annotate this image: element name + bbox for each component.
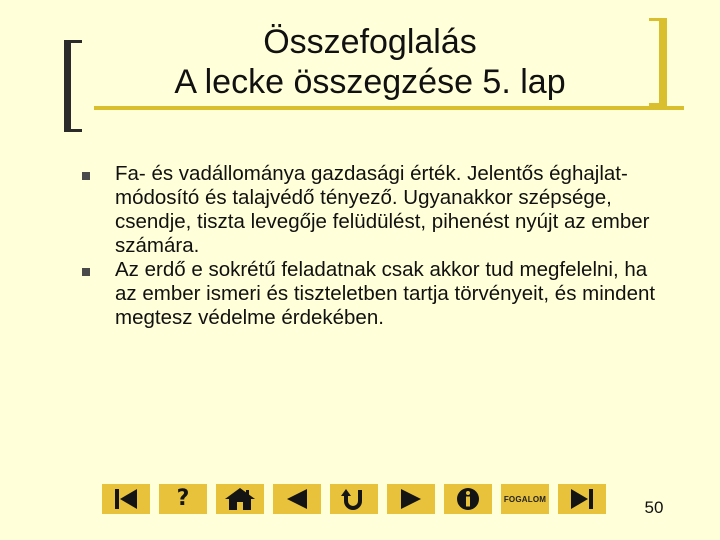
title-bracket-left xyxy=(64,40,71,132)
info-button[interactable] xyxy=(444,484,492,514)
bullet-text: Az erdő e sokrétű feladatnak csak akkor tud megfelelni, ha az ember ismeri és tiszteletben tartja törvényeit, és mindent megtesz védelme érdekében. xyxy=(115,258,656,329)
bullet-square-icon xyxy=(82,268,90,276)
first-page-icon xyxy=(111,488,141,510)
next-button[interactable] xyxy=(387,484,435,514)
navigation-bar xyxy=(102,484,607,514)
title-bracket-right-top xyxy=(649,18,667,21)
bullet-square-icon xyxy=(82,172,90,180)
last-page-icon xyxy=(567,488,597,510)
previous-button[interactable] xyxy=(273,484,321,514)
bullet-item xyxy=(82,162,662,258)
fogalom-label: FOGALOM xyxy=(503,494,547,504)
previous-icon xyxy=(284,488,310,510)
bullet-item xyxy=(82,258,662,330)
slide-title-line2: A lecke összegzése 5. lap xyxy=(174,63,566,101)
return-button[interactable] xyxy=(330,484,378,514)
title-bracket-left-bottom xyxy=(64,129,82,132)
slide-title-line1: Összefoglalás xyxy=(263,23,477,61)
first-page-button[interactable] xyxy=(102,484,150,514)
home-icon xyxy=(223,487,257,511)
info-icon xyxy=(455,486,481,512)
last-page-button[interactable] xyxy=(558,484,606,514)
page-number: 50 xyxy=(644,498,664,517)
home-button[interactable] xyxy=(216,484,264,514)
help-button[interactable] xyxy=(159,484,207,514)
fogalom-button[interactable] xyxy=(501,484,549,514)
bullet-text: Fa- és vadállománya gazdasági érték. Jelentős éghajlat-módosító és talajvédő tényező. Ugyanakkor szépsége, csendje, tiszta levegője felüdülést, pihenést nyújt az ember számára. xyxy=(115,162,650,257)
help-icon: ? xyxy=(176,486,190,511)
title-bracket-right xyxy=(659,18,667,106)
next-icon xyxy=(398,488,424,510)
slide-title xyxy=(110,22,630,102)
bullet-list xyxy=(82,162,662,330)
title-underline xyxy=(94,106,684,110)
return-icon xyxy=(340,487,368,511)
title-bracket-left-top xyxy=(64,40,82,43)
